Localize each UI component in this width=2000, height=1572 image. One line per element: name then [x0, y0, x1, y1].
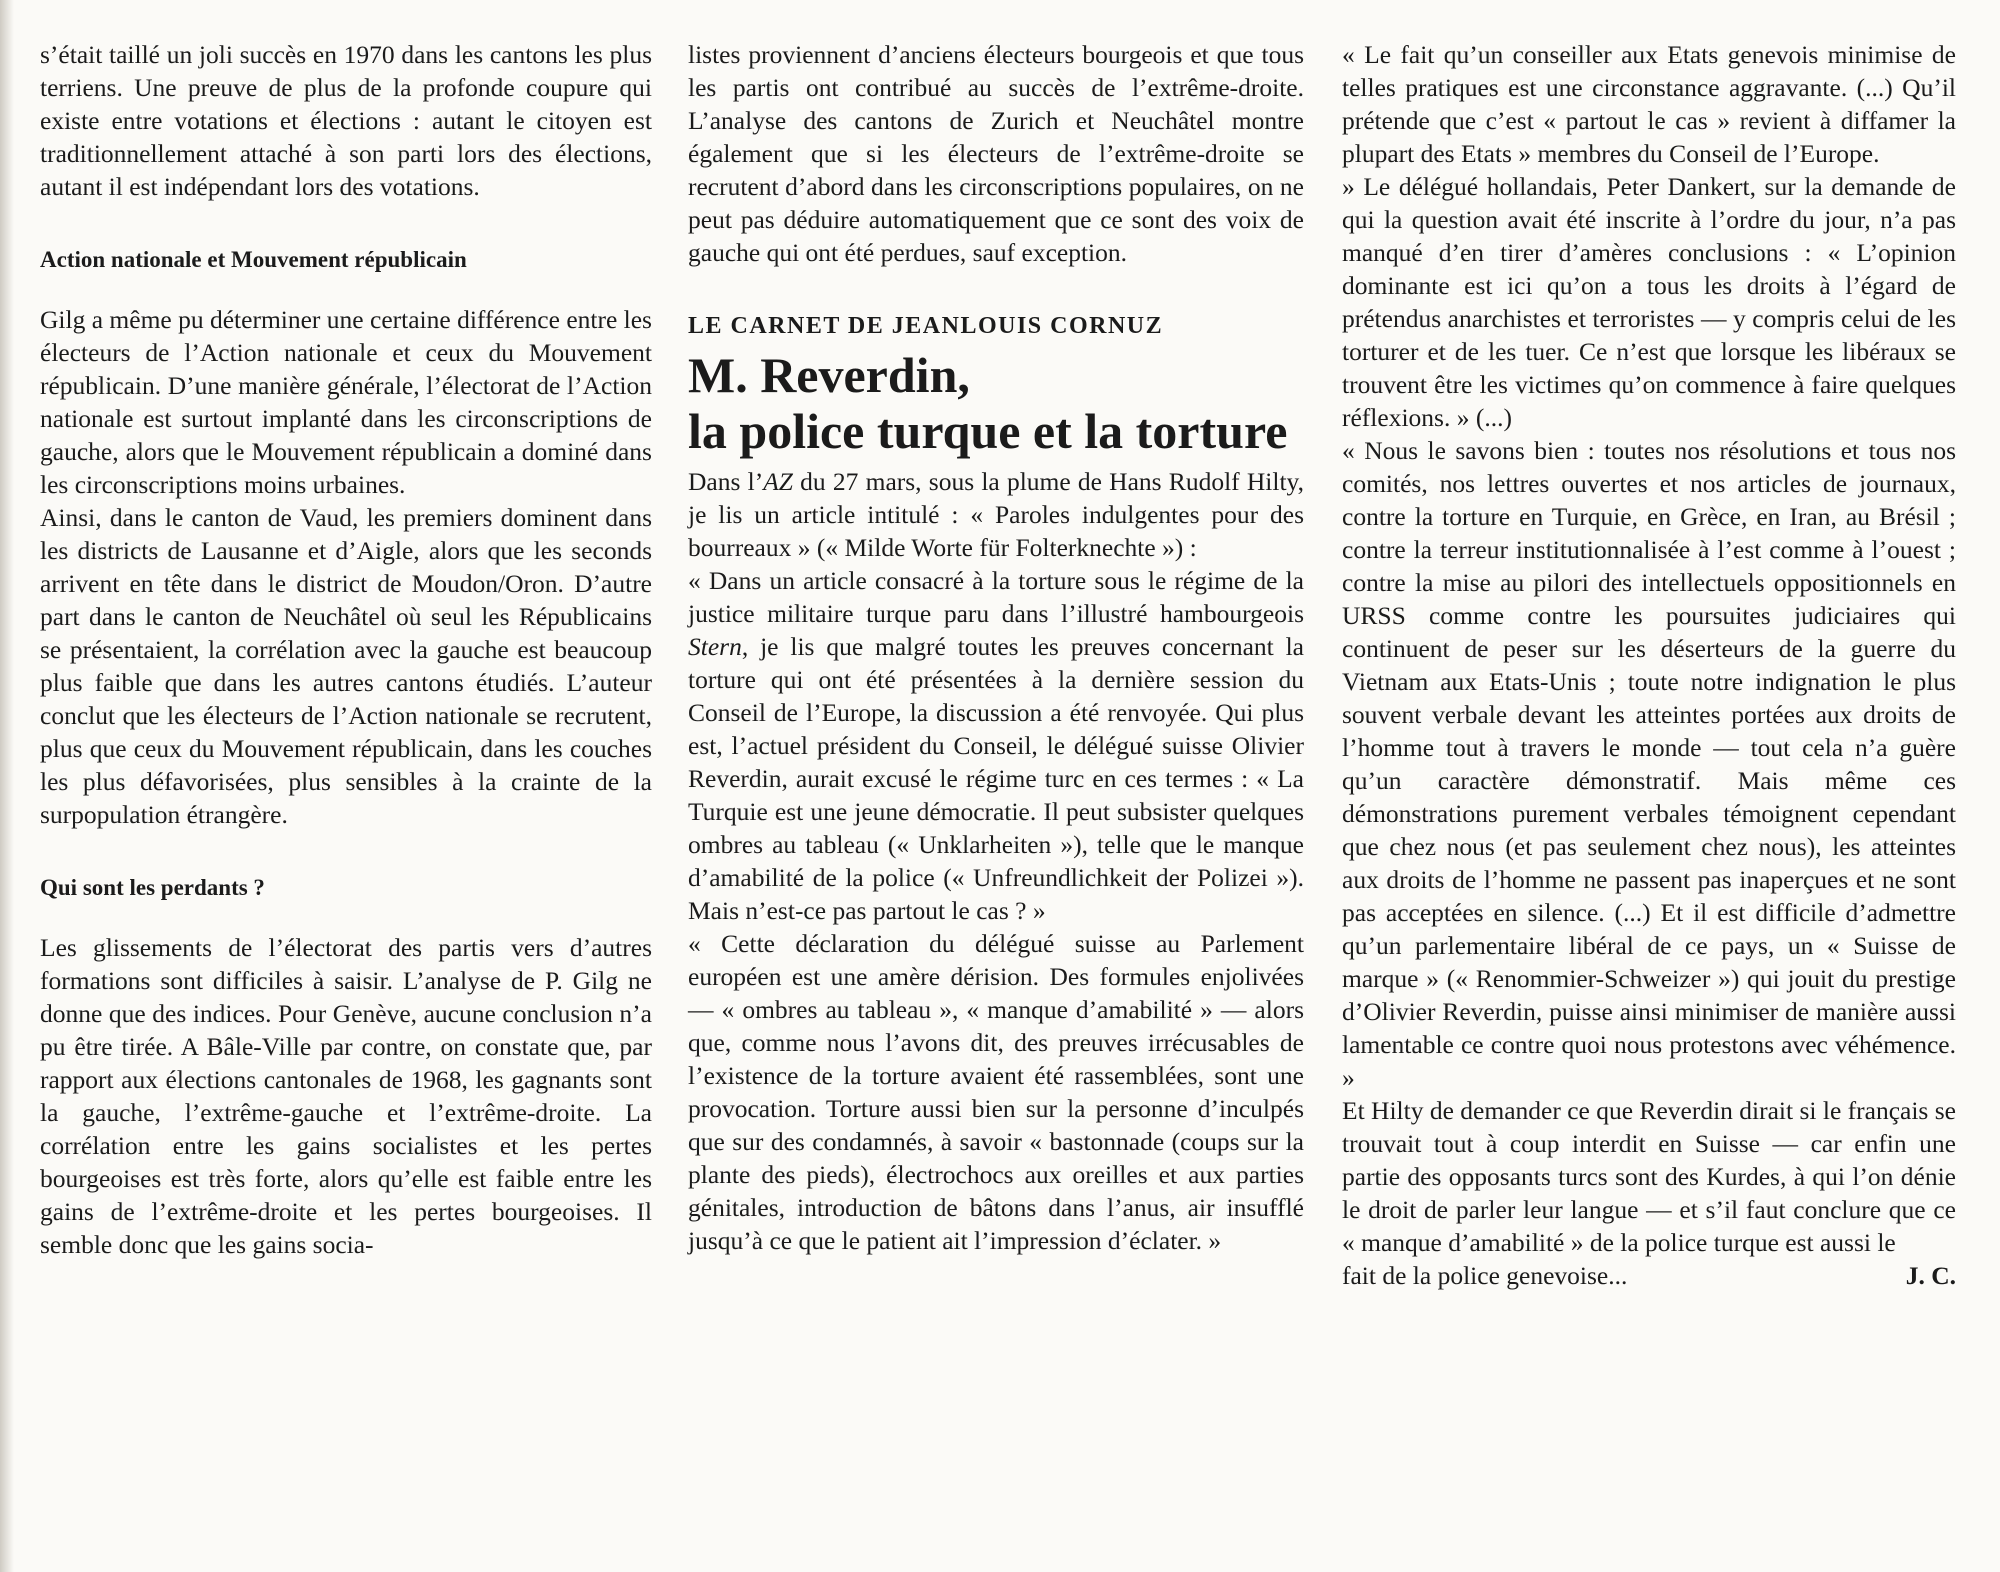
col1-paragraph-2: Gilg a même pu déterminer une certaine différence entre les électeurs de l’Action nationale et ceux du Mouvement républicain. D’une manière générale, l’électorat de l’Action nationale est surtout implanté dans les circonscriptions de gauche, alors que le Mouvement républicain a dominé dans les circonscriptions moins urbaines. — [40, 305, 652, 499]
col1-paragraph-1: s’était taillé un joli succès en 1970 dans les cantons les plus terriens. Une preuve de plus de la profonde coupure qui existe entre votations et élections : autant le citoyen est traditionnellement attaché à son parti lors des élections, autant il est indépendant lors des votations. — [40, 40, 652, 201]
col3-paragraph-4: Et Hilty de demander ce que Reverdin dirait si le français se trouvait tout à coup interdit en Suisse — car enfin une partie des opposants turcs sont des Kurdes, à qui l’on dénie le droit de parler leur langue — et s’il faut conclure que ce « manque d’amabilité » de la police turque est aussi le — [1342, 1096, 1956, 1257]
carnet-kicker: LE CARNET DE JEANLOUIS CORNUZ — [688, 313, 1164, 339]
col2-paragraph-2: Dans l’AZ du 27 mars, sous la plume de Hans Rudolf Hilty, je lis un article intitulé : « Paroles indulgentes pour des bourreaux » (« Milde Worte für Folterknechte ») : — [688, 467, 1304, 562]
subhead-perdants: Qui sont les perdants ? — [40, 875, 265, 900]
closing-line — [1342, 1259, 1956, 1292]
col1-paragraph-4: Les glissements de l’électorat des partis vers d’autres formations sont difficiles à saisir. L’analyse de P. Gilg ne donne que des indices. Pour Genève, aucune conclusion n’a pu être tirée. A Bâle-Ville par contre, on constate que, par rapport aux élections cantonales de 1968, les gagnants sont la gauche, l’extrême-gauche et l’extrême-droite. La corrélation entre les gains socialistes et les pertes bourgeoises est très forte, alors qu’elle est faible entre les gains de l’extrême-droite et les pertes bourgeoises. Il semble donc que les gains socia- — [40, 933, 652, 1259]
column-2 — [688, 38, 1304, 1257]
page-edge-shadow — [0, 0, 14, 1572]
article-headline-line-1: M. Reverdin, — [688, 347, 970, 403]
az-title: AZ — [763, 467, 793, 496]
col3-last-line: fait de la police genevoise... — [1342, 1261, 1628, 1290]
author-signature: J. C. — [1905, 1261, 1956, 1290]
column-1 — [40, 38, 652, 1261]
col2-paragraph-3: « Dans un article consacré à la torture sous le régime de la justice militaire turque paru dans l’illustré hambourgeois Stern, je lis que malgré toutes les preuves concernant la torture qui ont été présentées à la dernière session du Conseil de l’Europe, la discussion a été renvoyée. Qui plus est, l’actuel président du Conseil, le délégué suisse Olivier Reverdin, aurait excusé le régime turc en ces termes : « La Turquie est une jeune démocratie. Il peut subsister quelques ombres au tableau (« Unklarheiten »), telle que le manque d’amabilité de la police (« Unfreundlichkeit der Polizei »). Mais n’est-ce pas partout le cas ? » — [688, 566, 1304, 925]
article-headline-line-2: la police turque et la torture — [688, 403, 1288, 459]
col2-paragraph-1: listes proviennent d’anciens électeurs bourgeois et que tous les partis ont contribué au succès de l’extrême-droite. L’analyse des cantons de Zurich et Neuchâtel montre également que si les électeurs de l’extrême-droite se recrutent d’abord dans les circonscriptions populaires, on ne peut pas déduire automatiquement que ce sont des voix de gauche qui ont été perdues, sauf exception. — [688, 40, 1304, 267]
column-3 — [1342, 38, 1956, 1292]
subhead-action-nationale: Action nationale et Mouvement républicain — [40, 247, 467, 272]
col3-paragraph-1: « Le fait qu’un conseiller aux Etats genevois minimise de telles pratiques est une circonstance aggravante. (...) Qu’il prétende que c’est « partout le cas » revient à diffamer la plupart des Etats » membres du Conseil de l’Europe. — [1342, 40, 1956, 168]
stern-title: Stern — [688, 632, 742, 661]
col3-paragraph-3: « Nous le savons bien : toutes nos résolutions et tous nos comités, nos lettres ouvertes et nos articles de journaux, contre la torture en Turquie, en Grèce, en Iran, au Brésil ; contre la terreur institutionnalisée à l’est comme à l’ouest ; contre la mise au pilori des intellectuels oppositionnels en URSS comme contre les poursuites judiciaires qui continuent de peser sur les déserteurs de la guerre du Vietnam aux Etats-Unis ; toute notre indignation le plus souvent verbale devant les atteintes portées aux droits de l’homme tout à travers le monde — tout cela n’a guère qu’un caractère démonstratif. Mais même ces démonstrations purement verbales témoignent cependant que chez nous (et pas seulement chez nous), les atteintes aux droits de l’homme ne passent pas inaperçues et ne sont pas acceptées en silence. (...) Et il est difficile d’admettre qu’un parlementaire libéral de ce pays, un « Suisse de marque » (« Renommier-Schweizer ») qui jouit du prestige d’Olivier Reverdin, puisse ainsi minimiser de manière aussi lamentable ce contre quoi nous protestons avec véhémence. » — [1342, 436, 1956, 1092]
col2-paragraph-4: « Cette déclaration du délégué suisse au Parlement européen est une amère dérision. Des formules enjolivées — « ombres au tableau », « manque d’amabilité » — alors que, comme nous l’avons dit, des preuves irrécusables de l’existence de la torture avaient été rassemblées, sont une provocation. Torture aussi bien sur la personne d’inculpés que sur des condamnés, à savoir « bastonnade (coups sur la plante des pieds), électrochocs aux oreilles et aux parties génitales, introduction de bâtons dans l’anus, air insufflé jusqu’à ce que le patient ait l’impression d’éclater. » — [688, 929, 1304, 1255]
col3-paragraph-2: » Le délégué hollandais, Peter Dankert, sur la demande de qui la question avait été inscrite à l’ordre du jour, n’a pas manqué d’en tirer d’amères conclusions : « L’opinion dominante est ici qu’on a tous les droits à l’égard de prétendus anarchistes et terroristes — y compris celui de les torturer et de les tuer. Ce n’est que lorsque les libéraux se trouvent être les victimes qu’on commence à faire quelques réflexions. » (...) — [1342, 172, 1956, 432]
col1-paragraph-3: Ainsi, dans le canton de Vaud, les premiers dominent dans les districts de Lausanne et d’Aigle, alors que les seconds arrivent en tête dans le district de Moudon/Oron. D’autre part dans le canton de Neuchâtel où seul les Républicains se présentaient, la corrélation avec la gauche est beaucoup plus faible que dans les autres cantons étudiés. L’auteur conclut que les électeurs de l’Action nationale se recrutent, plus que ceux du Mouvement républicain, dans les couches les plus défavorisées, plus sensibles à la crainte de la surpopulation étrangère. — [40, 503, 652, 829]
